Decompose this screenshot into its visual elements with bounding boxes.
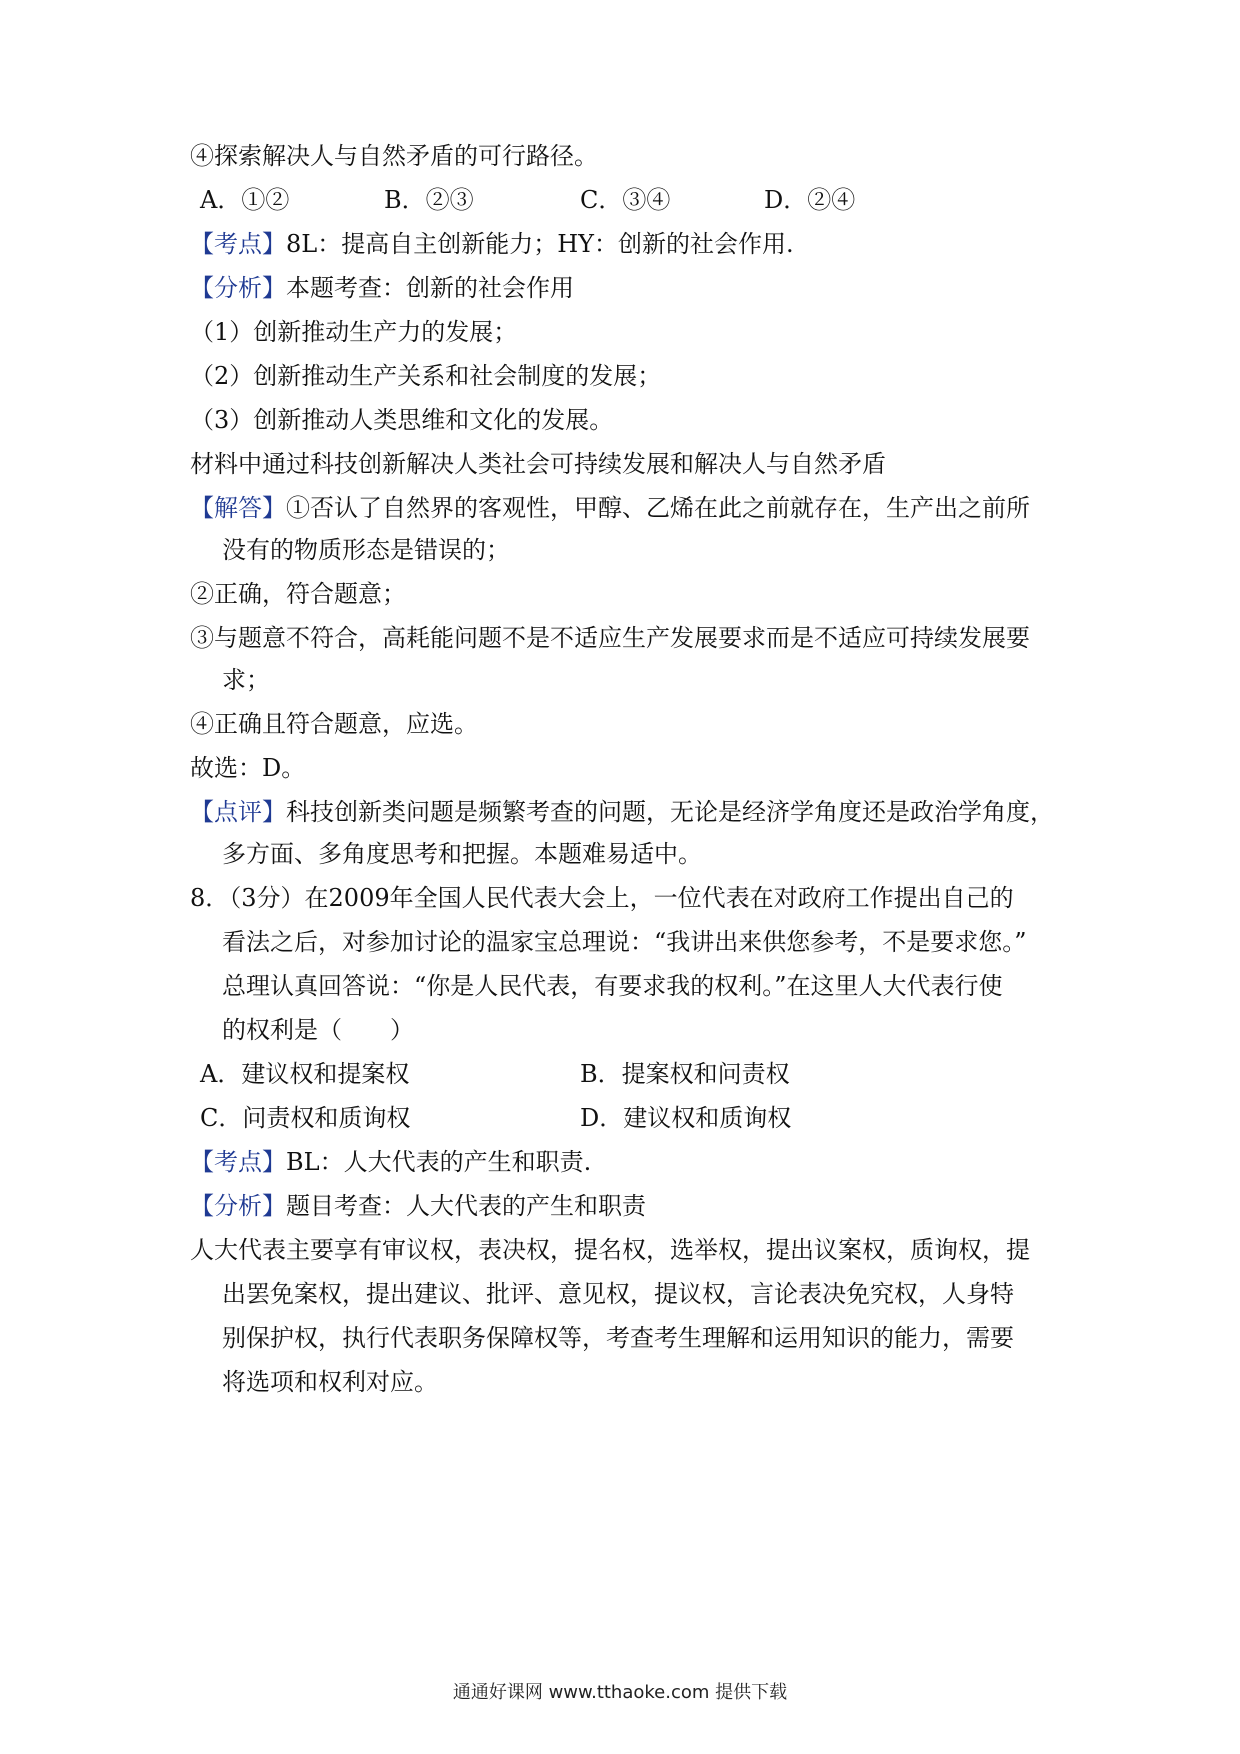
q7-jieda (190, 492, 1070, 524)
q8-stem-line-1: 8．（3分）在2009年全国人民代表大会上，一位代表在对政府工作提出自己的 (190, 884, 1014, 912)
jieda-text-2: 没有的物质形态是错误的； (222, 536, 510, 564)
dianping-text-1: 科技创新类问题是频繁考查的问题，无论是经济学角度还是政治学角度， (286, 798, 1054, 826)
q7-option-a: A．①② (200, 186, 290, 214)
q7-option-c: C．③④ (580, 186, 671, 214)
answer-4: ④正确且符合题意，应选。 (190, 710, 478, 738)
q8-stem-line-4: 的权利是（ ） (222, 1016, 414, 1044)
q8-option-b: B．提案权和问责权 (580, 1060, 790, 1088)
q7-option-b: B．②③ (384, 186, 474, 214)
fenxi-point-3: （3）创新推动人类思维和文化的发展。 (190, 406, 614, 434)
q8-body-line-4: 将选项和权利对应。 (222, 1368, 438, 1396)
kaodian-text: 8L：提高自主创新能力；HY：创新的社会作用. (286, 230, 794, 258)
q8-stem-line-2: 看法之后，对参加讨论的温家宝总理说：“我讲出来供您参考，不是要求您。” (222, 928, 1027, 956)
dianping-text-2: 多方面、多角度思考和把握。本题难易适中。 (222, 840, 702, 868)
q8-stem-line-3: 总理认真回答说：“你是人民代表，有要求我的权利。”在这里人大代表行使 (222, 972, 1003, 1000)
fenxi-tag: 【分析】 (190, 1192, 286, 1220)
q7-item-4: ④探索解决人与自然矛盾的可行路径。 (190, 142, 598, 170)
fenxi-tag: 【分析】 (190, 274, 286, 302)
q7-kaodian (190, 228, 1070, 260)
q8-body-line-1: 人大代表主要享有审议权，表决权，提名权，选举权，提出议案权，质询权，提 (190, 1236, 1030, 1264)
material-line: 材料中通过科技创新解决人类社会可持续发展和解决人与自然矛盾 (190, 450, 886, 478)
q7-dianping (190, 796, 1070, 828)
q8-option-d: D．建议权和质询权 (580, 1104, 792, 1132)
q8-fenxi (190, 1190, 1070, 1222)
fenxi-text: 题目考查：人大代表的产生和职责 (286, 1192, 646, 1220)
jieda-text-1: ①否认了自然界的客观性，甲醇、乙烯在此之前就存在，生产出之前所 (286, 494, 1030, 522)
q8-option-c: C．问责权和质询权 (200, 1104, 411, 1132)
kaodian-text: BL：人大代表的产生和职责. (286, 1148, 592, 1176)
fenxi-text: 本题考查：创新的社会作用 (286, 274, 574, 302)
answer-3-line-2: 求； (222, 666, 270, 694)
fenxi-point-2: （2）创新推动生产关系和社会制度的发展； (190, 362, 662, 390)
footer-source: 通通好课网 www.tthaoke.com 提供下载 (452, 1682, 788, 1703)
answer-2: ②正确，符合题意； (190, 580, 406, 608)
q7-fenxi (190, 272, 1070, 304)
fenxi-point-1: （1）创新推动生产力的发展； (190, 318, 518, 346)
kaodian-tag: 【考点】 (190, 230, 286, 258)
kaodian-tag: 【考点】 (190, 1148, 286, 1176)
q8-body-line-2: 出罢免案权，提出建议、批评、意见权，提议权，言论表决免究权，人身特 (222, 1280, 1014, 1308)
q8-kaodian (190, 1146, 1070, 1178)
q8-body-line-3: 别保护权，执行代表职务保障权等，考查考生理解和运用知识的能力，需要 (222, 1324, 1014, 1352)
jieda-tag: 【解答】 (190, 494, 286, 522)
answer-3-line-1: ③与题意不符合，高耗能问题不是不适应生产发展要求而是不适应可持续发展要 (190, 624, 1030, 652)
dianping-tag: 【点评】 (190, 798, 286, 826)
q7-option-d: D．②④ (764, 186, 856, 214)
final-answer: 故选：D。 (190, 754, 306, 782)
q8-option-a: A．建议权和提案权 (200, 1060, 410, 1088)
